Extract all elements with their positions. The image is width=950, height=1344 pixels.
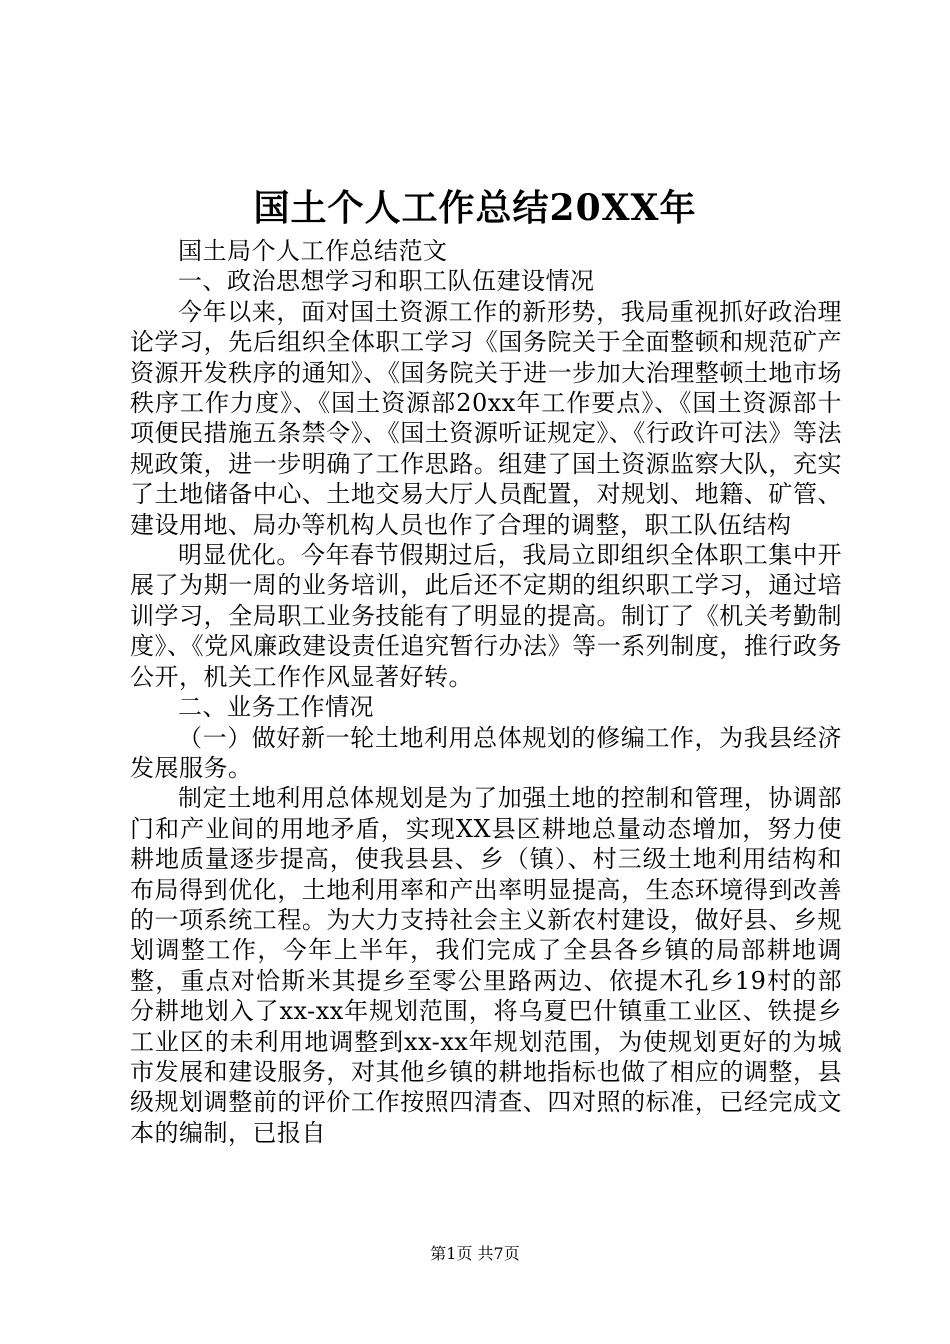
paragraph-subtitle: 国土局个人工作总结范文 (178, 237, 448, 265)
section-heading-2: 二、业务工作情况 (178, 693, 374, 722)
paragraph: 今年以来，面对国土资源工作的新形势，我局重视抓好政治理论学习，先后组织全体职工学习《国务院关于全面整顿和规范矿产资源开发秩序的通知》、《国务院关于进一步加大治理整顿土地市场秩序工作力度》、《国土资源部20xx年工作要点》、《国土资源部十项便民措施五条禁令》、《国土资源听证规定》、《行政许可法》等法规政策，进一步明确了工作思路。组建了国土资源监察大队，充实了土地储备中心、土地交易大厅人员配置，对规划、地籍、矿管、建设用地、局办等机构人员也作了合理的调整，职工队伍结构 (130, 297, 842, 539)
section-heading-1: 一、政治思想学习和职工队伍建设情况 (178, 267, 595, 296)
paragraph: 制定土地利用总体规划是为了加强土地的控制和管理，协调部门和产业间的用地矛盾，实现XX县区耕地总量动态增加，努力使耕地质量逐步提高，使我县县、乡（镇）、村三级土地利用结构和布局得到优化，土地利用率和产出率明显提高，生态环境得到改善的一项系统工程。为大力支持社会主义新农村建设，做好县、乡规划调整工作，今年上半年，我们完成了全县各乡镇的局部耕地调整，重点对恰斯米其提乡至零公里路两边、依提木孔乡19村的部分耕地划入了xx-xx年规划范围，将乌夏巴什镇重工业区、铁提乡工业区的未利用地调整到xx-xx年规划范围，为使规划更好的为城市发展和建设服务，对其他乡镇的耕地指标也做了相应的调整，县级规划调整前的评价工作按照四清查、四对照的标准，已经完成文本的编制，已报自 (130, 784, 842, 1147)
document-body (130, 236, 842, 1148)
paragraph: 明显优化。今年春节假期过后，我局立即组织全体职工集中开展了为期一周的业务培训，此后还不定期的组织职工学习，通过培训学习，全局职工业务技能有了明显的提高。制订了《机关考勤制度》、《党风廉政建设责任追究暂行办法》等一系列制度，推行政务公开，机关工作作风显著好转。 (130, 541, 842, 691)
subsection-heading: （一）做好新一轮土地利用总体规划的修编工作，为我县经济发展服务。 (130, 723, 842, 782)
page-footer: 第1页 共7页 (430, 1244, 520, 1263)
document-title: 国土个人工作总结20XX年 (253, 187, 697, 229)
